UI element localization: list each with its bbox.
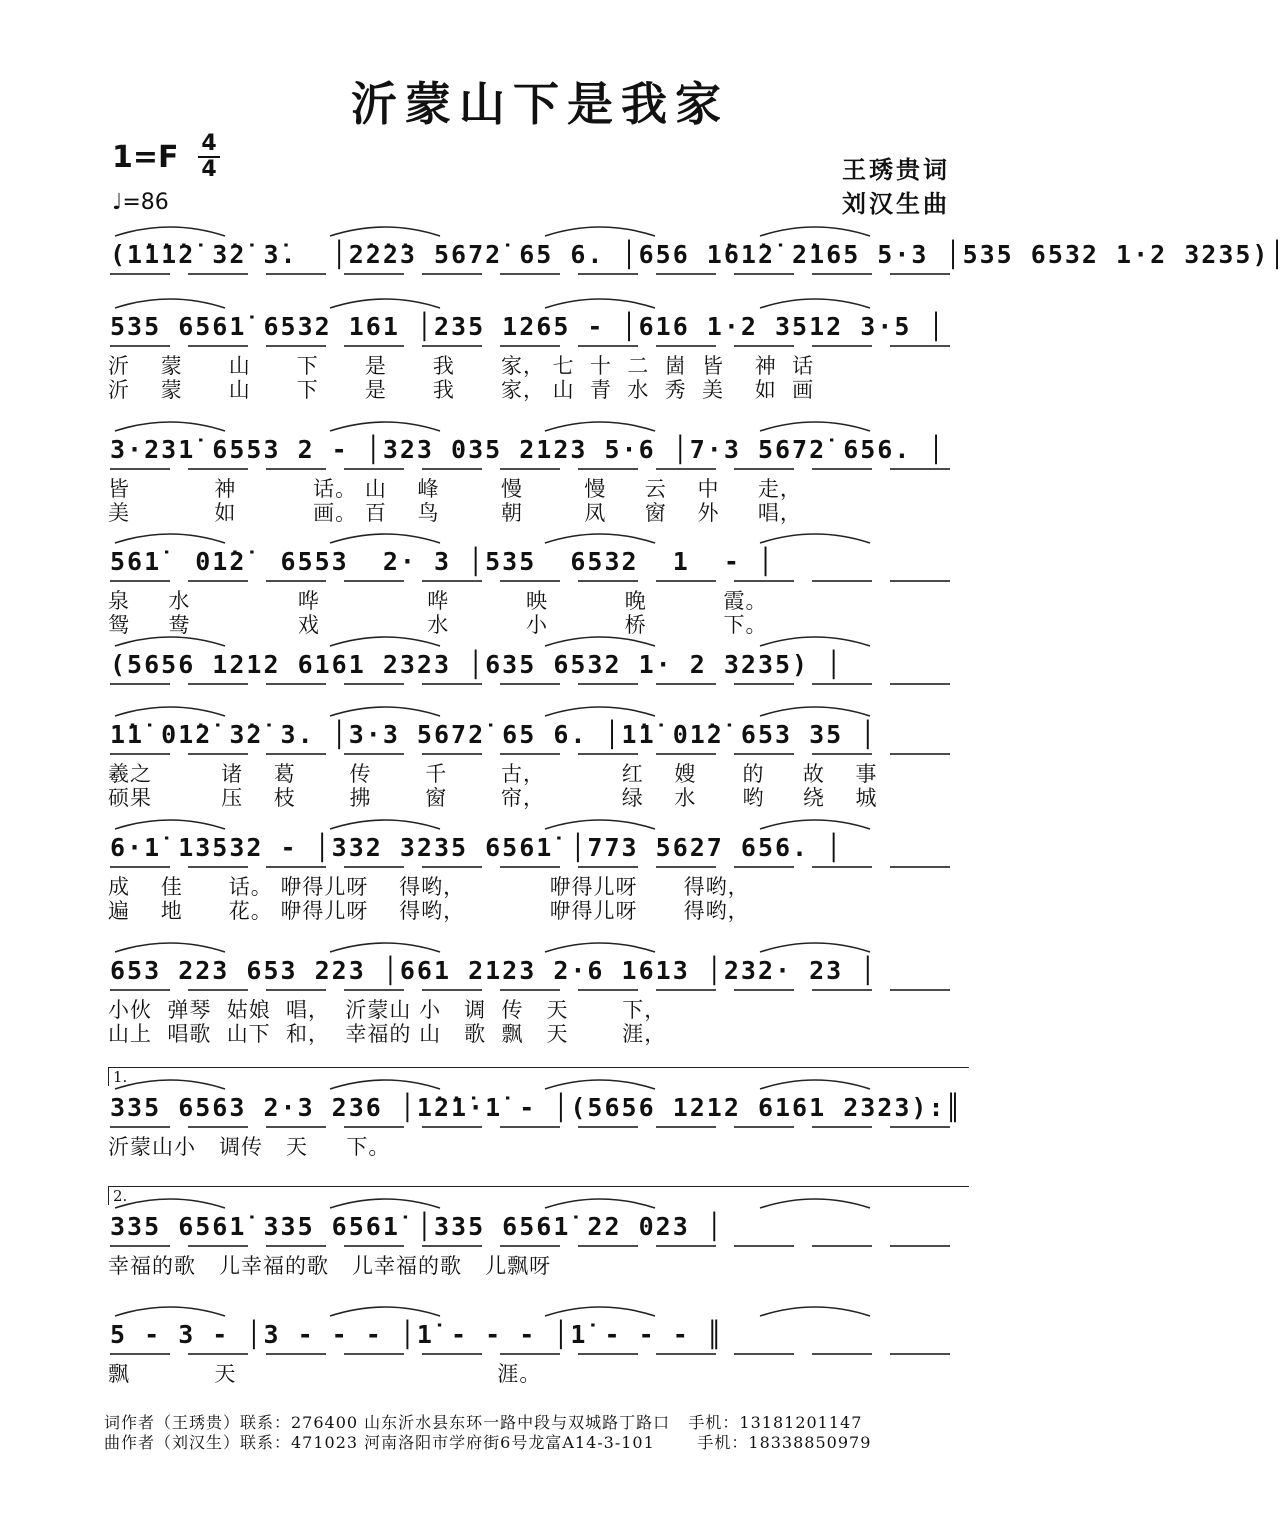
lyric-line: 沂蒙山小 调传 天 下。 <box>108 1135 391 1159</box>
slur-arc <box>115 299 225 308</box>
note-line: 335 6563 2·3 236 │1̇2̇1̇·1̇ - │(5656 1212 6161 2323):║ <box>110 1093 963 1122</box>
slur-arc <box>545 943 655 952</box>
lyric-line: 鸳 鸯 戏 水 小 桥 下。 <box>108 613 768 637</box>
lyric-line: 飘 天 涯。 <box>108 1362 542 1386</box>
slur-arc <box>115 422 225 431</box>
slur-arc <box>545 299 655 308</box>
lyric-line: 山上 唱歌 山下 和， 幸福的 山 歌 飘 天 涯， <box>108 1022 667 1046</box>
slur-arc <box>330 637 440 646</box>
slur-arc <box>115 637 225 646</box>
lyric-line: 沂 蒙 山 下 是 我 家， 七 十 二 崮 皆 神 话 <box>108 354 815 378</box>
slur-arc <box>330 422 440 431</box>
slur-arc <box>330 299 440 308</box>
slur-arc <box>330 1199 440 1208</box>
lyric-line: 皆 神 话。 山 峰 慢 慢 云 中 走， <box>108 477 802 501</box>
note-line: (1̇1̇1̇2̇ 3̇2̇ 3̇. │2̇2̇2̇3 5672̇ 65 6. │656 1̇61̇2̇ 2̇165 5·3 │535 6532 1·2 3235)│ <box>110 240 1287 269</box>
note-line: 1̇1̇ 01̇2̇ 3̇2̇ 3. │3·3 5672̇ 65 6. │1̇1̇ 01̇2̇ 653 35 │ <box>110 720 878 749</box>
lyric-line: 幸福的歌 儿幸福的歌 儿幸福的歌 儿飘呀 <box>108 1254 552 1278</box>
lyric-line: 泉 水 哗 哗 映 晚 霞。 <box>108 589 768 613</box>
lyric-line: 成 佳 话。 咿得儿呀 得哟， 咿得儿呀 得哟， <box>108 875 750 899</box>
volta-number: 1. <box>113 1068 128 1086</box>
slur-arc <box>115 534 225 543</box>
slur-arc <box>115 707 225 716</box>
slur-arc <box>760 1199 870 1208</box>
slur-arc <box>760 637 870 646</box>
slur-arc <box>760 1080 870 1089</box>
slur-arc <box>760 707 870 716</box>
time-sig-top: 4 <box>201 131 217 156</box>
slur-arc <box>545 227 655 236</box>
lyric-line: 沂 蒙 山 下 是 我 家， 山 青 水 秀 美 如 画 <box>108 378 815 402</box>
slur-arc <box>330 227 440 236</box>
slur-arc <box>760 422 870 431</box>
lyric-line: 遍 地 花。 咿得儿呀 得哟， 咿得儿呀 得哟， <box>108 899 750 923</box>
slur-arc <box>545 1080 655 1089</box>
note-line: 535 6561̇ 6532 161 │235 1265 - │616 1·2 3512 3·5 │ <box>110 312 946 341</box>
note-line: 3·231̇ 6553 2 - │323 035 2123 5·6 │7·3 5672̇ 656. │ <box>110 435 946 464</box>
song-title: 沂蒙山下是我家 <box>351 77 729 131</box>
slur-arc <box>545 707 655 716</box>
note-line: 5 - 3 - │3 - - - │1̇ - - - │1̇ - - - ║ <box>110 1320 724 1349</box>
slur-arc <box>115 943 225 952</box>
slur-arc <box>115 227 225 236</box>
slur-arc <box>545 1199 655 1208</box>
slur-arc <box>115 1199 225 1208</box>
note-line: 561̇ 01̇2̇ 6553 2· 3 │535 6532 1 - │ <box>110 547 775 576</box>
note-line: (5656 1212 6161 2323 │635 6532 1· 2 3235) │ <box>110 650 844 679</box>
volta-number: 2. <box>113 1187 128 1205</box>
lyric-line: 美 如 画。 百 鸟 朝 凤 窗 外 唱， <box>108 501 802 525</box>
lyricist-credit: 王琇贵词 <box>842 155 950 184</box>
key-signature: 1=F <box>112 140 179 175</box>
time-sig-bottom: 4 <box>201 157 217 182</box>
slur-arc <box>545 422 655 431</box>
composer-credit: 刘汉生曲 <box>842 189 950 218</box>
slur-arc <box>115 1307 225 1316</box>
lyric-line: 小伙 弹琴 姑娘 唱， 沂蒙山 小 调 传 天 下， <box>108 998 667 1022</box>
slur-arc <box>330 1080 440 1089</box>
slur-arc <box>545 820 655 829</box>
slur-arc <box>760 299 870 308</box>
slur-arc <box>545 534 655 543</box>
lyric-line: 硕果 压 枝 拂 窗 帘， 绿 水 哟 绕 城 <box>108 786 878 810</box>
slur-arc <box>330 707 440 716</box>
slur-arc <box>545 1307 655 1316</box>
slur-arc <box>115 820 225 829</box>
slur-arc <box>115 1080 225 1089</box>
slur-arc <box>760 943 870 952</box>
note-line: 653 223 653 223 │661 2123 2·6 1613 │232· 23 │ <box>110 956 878 985</box>
footer-lyricist-contact: 词作者（王琇贵）联系：276400 山东沂水县东环一路中段与双城路丁路口 手机：13181201147 <box>104 1413 863 1432</box>
lyric-line: 羲之 诸 葛 传 千 古， 红 嫂 的 故 事 <box>108 762 878 786</box>
note-line: 6·1̇ 13532 - │332 3235 6561̇ │773 5627 656. │ <box>110 833 844 862</box>
slur-arc <box>330 1307 440 1316</box>
slur-arc <box>760 1307 870 1316</box>
slur-arc <box>330 820 440 829</box>
slur-arc <box>760 534 870 543</box>
slur-arc <box>760 820 870 829</box>
slur-arc <box>330 534 440 543</box>
slur-arc <box>760 227 870 236</box>
tempo-mark: ♩=86 <box>112 190 169 215</box>
footer-composer-contact: 曲作者（刘汉生）联系：471023 河南洛阳市学府街6号龙富A14-3-101 手机：18338850979 <box>104 1433 872 1452</box>
slur-arc <box>330 943 440 952</box>
note-line: 335 6561̇ 335 6561̇ │335 6561̇ 22 023 │ <box>110 1212 724 1241</box>
slur-arc <box>545 637 655 646</box>
